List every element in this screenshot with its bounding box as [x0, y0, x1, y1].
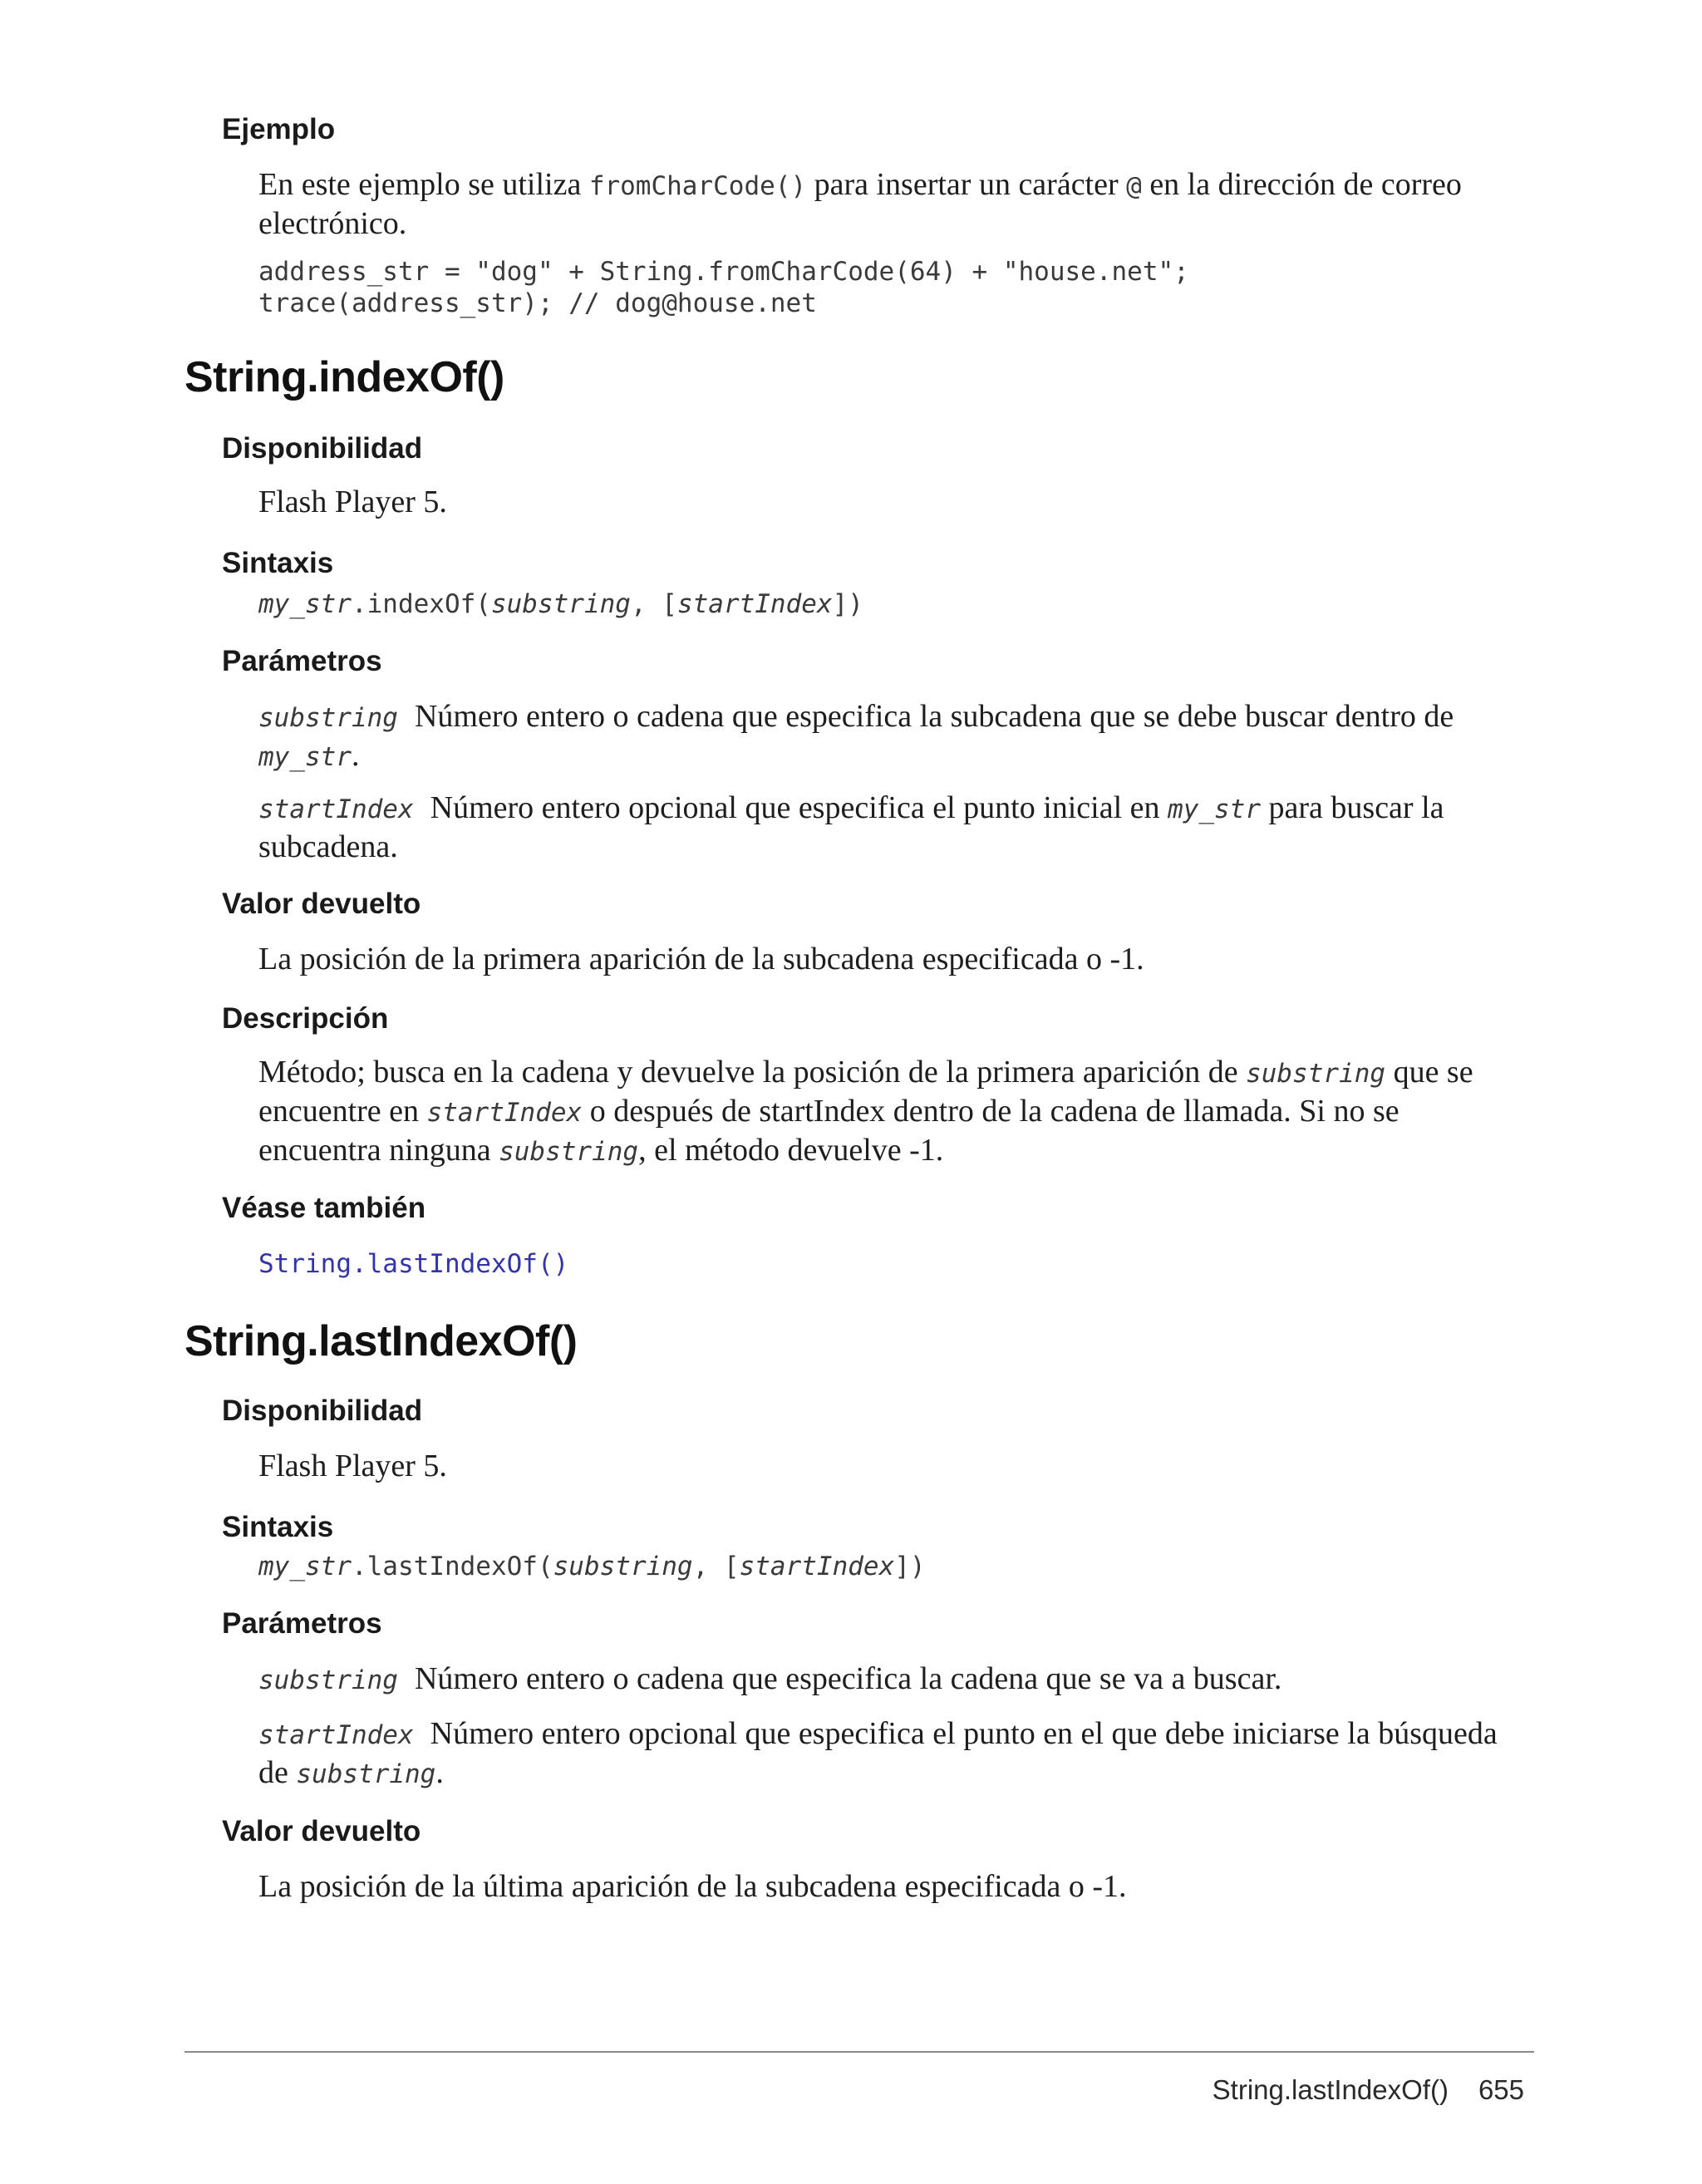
- lastindexof-availability-heading: Disponibilidad: [222, 1395, 423, 1427]
- indexof-syntax-heading: Sintaxis: [222, 547, 334, 579]
- desc-text: , el método devuelve -1.: [638, 1133, 944, 1168]
- indexof-description: [258, 1054, 1522, 1171]
- desc-text: o después de startIndex dentro de la cadena de llamada. Si no se encuentra ninguna: [258, 1094, 1399, 1168]
- indexof-title: String.indexOf(): [184, 353, 504, 401]
- param-name: startIndex: [258, 1720, 414, 1750]
- example-text-3: en la dirección de correo electrónico.: [258, 167, 1462, 241]
- param-desc-end: .: [435, 1755, 444, 1790]
- page-footer: [1213, 2074, 1524, 2106]
- page-number: 655: [1478, 2074, 1524, 2105]
- footer-section-title: String.lastIndexOf(): [1212, 2074, 1449, 2105]
- indexof-desc-heading: Descripción: [222, 1002, 389, 1035]
- see-also-lastindexof-link[interactable]: String.lastIndexOf(): [258, 1249, 569, 1279]
- lastindexof-return-heading: Valor devuelto: [222, 1815, 421, 1847]
- param-desc: Número entero o cadena que especifica la cadena que se va a buscar.: [414, 1661, 1282, 1696]
- indexof-params-heading: Parámetros: [222, 645, 382, 677]
- param-desc: Número entero opcional que especifica el punto inicial en: [430, 790, 1168, 825]
- desc-code: startIndex: [426, 1098, 583, 1128]
- desc-code: substring: [1246, 1059, 1386, 1089]
- indexof-param-startindex: [258, 789, 1522, 866]
- syntax-object: my_str: [258, 1552, 352, 1581]
- syntax-param-substring: substring: [490, 589, 631, 619]
- indexof-syntax: [258, 588, 863, 620]
- lastindexof-availability: Flash Player 5.: [258, 1449, 447, 1483]
- example-code-line: address_str = "dog" + String.fromCharCode(64) + "house.net";: [258, 257, 1189, 287]
- desc-code: substring: [499, 1137, 639, 1167]
- lastindexof-params-heading: Parámetros: [222, 1607, 382, 1640]
- indexof-see-also-heading: Véase también: [222, 1192, 426, 1224]
- syntax-separator: , [: [630, 589, 677, 619]
- example-paragraph: [258, 166, 1522, 243]
- syntax-param-startindex: startIndex: [739, 1552, 895, 1581]
- param-desc: Número entero o cadena que especifica la subcadena que se debe buscar dentro de: [414, 699, 1454, 734]
- desc-text: que se encuentre en: [258, 1055, 1473, 1129]
- param-code: my_str: [258, 742, 352, 772]
- syntax-method: .indexOf(: [351, 589, 491, 619]
- param-desc-end: para buscar la subcadena.: [258, 790, 1444, 864]
- indexof-availability: Flash Player 5.: [258, 485, 447, 519]
- syntax-end: ]): [894, 1552, 926, 1581]
- param-name: substring: [258, 703, 398, 733]
- example-text-2: para insertar un carácter: [806, 167, 1127, 202]
- syntax-separator: , [: [692, 1552, 740, 1581]
- syntax-method: .lastIndexOf(: [351, 1552, 553, 1581]
- lastindexof-syntax: [258, 1551, 926, 1582]
- syntax-end: ]): [832, 589, 863, 619]
- indexof-param-substring: [258, 698, 1522, 776]
- param-code: my_str: [1168, 794, 1262, 824]
- indexof-return-text: La posición de la primera aparición de la subcadena especificada o -1.: [258, 942, 1144, 976]
- example-code-block: [258, 256, 1189, 319]
- syntax-param-substring: substring: [553, 1552, 693, 1581]
- example-code-inline-2: @: [1126, 171, 1142, 201]
- param-desc-end: .: [351, 738, 360, 773]
- param-name: startIndex: [258, 794, 414, 824]
- desc-text: Método; busca en la cadena y devuelve la posición de la primera aparición de: [258, 1055, 1247, 1090]
- example-text-1: En este ejemplo se utiliza: [258, 167, 589, 202]
- indexof-return-heading: Valor devuelto: [222, 888, 421, 920]
- lastindexof-param-startindex: [258, 1715, 1522, 1793]
- lastindexof-syntax-heading: Sintaxis: [222, 1511, 334, 1543]
- param-code: substring: [296, 1759, 436, 1789]
- param-name: substring: [258, 1665, 398, 1695]
- lastindexof-param-substring: [258, 1660, 1522, 1699]
- lastindexof-title: String.lastIndexOf(): [184, 1317, 578, 1365]
- lastindexof-return-text: La posición de la última aparición de la subcadena especificada o -1.: [258, 1869, 1127, 1904]
- example-code-line: trace(address_str); // dog@house.net: [258, 288, 817, 318]
- syntax-param-startindex: startIndex: [676, 589, 833, 619]
- syntax-object: my_str: [258, 589, 352, 619]
- example-heading: Ejemplo: [222, 113, 336, 145]
- indexof-availability-heading: Disponibilidad: [222, 432, 423, 465]
- param-desc: Número entero opcional que especifica el punto en el que debe iniciarse la búsqueda de: [258, 1716, 1498, 1790]
- example-code-inline-1: fromCharCode(): [588, 171, 807, 201]
- footer-divider: [184, 2051, 1534, 2053]
